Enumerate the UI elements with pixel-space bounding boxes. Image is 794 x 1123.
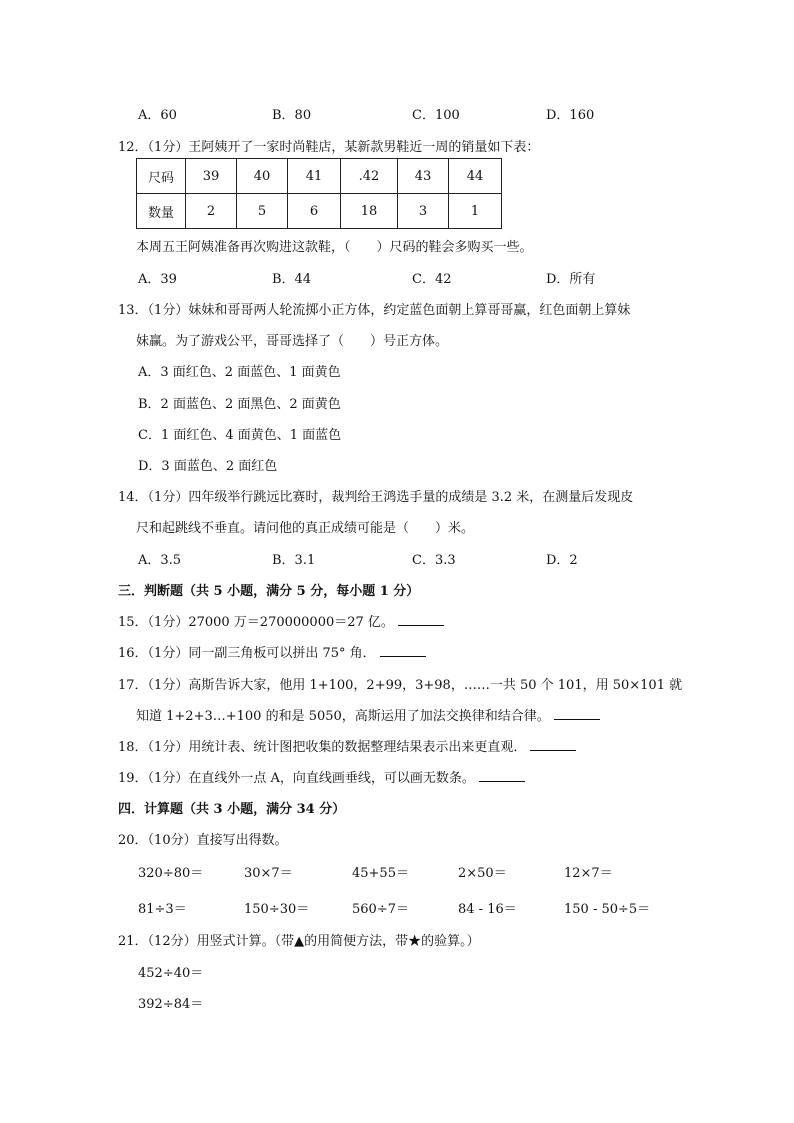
table-header-label: 尺码 [137, 159, 186, 194]
table-cell: 39 [186, 159, 237, 194]
q11-option-a[interactable]: A．60 [138, 108, 177, 123]
q11-option-c[interactable]: C．100 [412, 108, 460, 123]
table-cell: 41 [288, 159, 341, 194]
q16-text: 16．（1分）同一副三角板可以拼出 75° 角． [118, 646, 376, 661]
q14-option-a[interactable]: A．3.5 [138, 553, 182, 568]
q13-stem-line2: 妹赢。为了游戏公平，哥哥选择了（ ）号正方体。 [136, 334, 449, 349]
calc-item: 560÷7＝ [352, 902, 409, 917]
table-cell: 43 [398, 159, 449, 194]
q14-option-b[interactable]: B．3.1 [272, 553, 316, 568]
table-cell: 6 [288, 194, 341, 229]
q13-option-a[interactable]: A．3 面红色、2 面蓝色、1 面黄色 [138, 365, 341, 380]
table-cell: 40 [237, 159, 288, 194]
calc-item: 84 - 16＝ [458, 902, 517, 917]
q12-stem: 12．（1分）王阿姨开了一家时尚鞋店，某新款男鞋近一周的销量如下表： [118, 140, 540, 155]
q12-option-a[interactable]: A．39 [138, 272, 177, 287]
q13-option-d[interactable]: D．3 面蓝色、2 面红色 [138, 459, 278, 474]
q12-question: 本周五王阿姨准备再次购进这款鞋，（ ）尺码的鞋会多购买一些。 [136, 240, 533, 255]
vertical-calc-item: 392÷84＝ [138, 997, 204, 1012]
table-cell: 3 [398, 194, 449, 229]
table-cell: 2 [186, 194, 237, 229]
q13-option-c[interactable]: C．1 面红色、4 面黄色、1 面蓝色 [138, 428, 342, 443]
calc-item: 150 - 50÷5＝ [564, 902, 651, 917]
vertical-calc-item: 452÷40＝ [138, 966, 204, 981]
q12-option-c[interactable]: C．42 [412, 272, 452, 287]
q19-text: 19．（1分）在直线外一点 A，向直线画垂线，可以画无数条。 [118, 771, 475, 786]
q21-stem: 21．（12分）用竖式计算。（带▲的用简便方法，带★的验算。） [118, 934, 480, 949]
q13-stem-line1: 13．（1分）妹妹和哥哥两人轮流掷小正方体，约定蓝色面朝上算哥哥赢，红色面朝上算妹 [118, 303, 631, 318]
table-row-label: 数量 [137, 194, 186, 229]
q14-option-c[interactable]: C．3.3 [412, 553, 456, 568]
table-row [137, 194, 502, 229]
q11-option-d[interactable]: D．160 [546, 108, 595, 123]
table-cell: 1 [449, 194, 502, 229]
q20-stem: 20．（10分）直接写出得数。 [118, 833, 288, 848]
q15 [118, 611, 444, 630]
answer-blank[interactable] [554, 707, 600, 720]
calc-item: 150÷30＝ [244, 902, 310, 917]
q18 [118, 736, 576, 755]
q17-line2-text: 知道 1+2+3…+100 的和是 5050，高斯运用了加法交换律和结合律。 [136, 709, 550, 724]
answer-blank[interactable] [530, 738, 576, 751]
q19 [118, 767, 525, 786]
answer-blank[interactable] [380, 644, 426, 657]
calc-item: 45+55＝ [352, 866, 409, 881]
q11-option-b[interactable]: B．80 [272, 108, 312, 123]
q14-stem-line1: 14．（1分）四年级举行跳远比赛时，裁判给王鸿选手量的成绩是 3.2 米，在测量后发现皮 [118, 490, 634, 505]
table-row [137, 159, 502, 194]
answer-blank[interactable] [479, 769, 525, 782]
q17-line1: 17．（1分）高斯告诉大家，他用 1+100，2+99，3+98，……一共 50 个 101，用 50×101 就 [118, 678, 683, 693]
calc-item: 320÷80＝ [138, 866, 204, 881]
answer-blank[interactable] [398, 613, 444, 626]
q12-option-b[interactable]: B．44 [272, 272, 312, 287]
calc-item: 12×7＝ [564, 866, 613, 881]
q16 [118, 642, 426, 661]
q14-option-d[interactable]: D．2 [546, 553, 578, 568]
section-3-heading: 三．判断题（共 5 小题，满分 5 分，每小题 1 分） [118, 584, 420, 599]
q12-options [138, 268, 698, 288]
calc-item: 30×7＝ [244, 866, 293, 881]
table-cell: 44 [449, 159, 502, 194]
calc-item: 81÷3＝ [138, 902, 187, 917]
size-sales-table [136, 158, 502, 229]
table-cell: .42 [341, 159, 398, 194]
q11-options [138, 104, 698, 124]
q14-stem-line2: 尺和起跳线不垂直。请问他的真正成绩可能是（ ）米。 [136, 521, 475, 536]
q14-options [138, 549, 698, 569]
q12-option-d[interactable]: D．所有 [546, 272, 596, 287]
q13-option-b[interactable]: B．2 面蓝色、2 面黑色、2 面黄色 [138, 397, 341, 412]
q15-text: 15．（1分）27000 万＝270000000＝27 亿。 [118, 615, 394, 630]
table-cell: 18 [341, 194, 398, 229]
calc-item: 2×50＝ [458, 866, 507, 881]
table-cell: 5 [237, 194, 288, 229]
q17-line2 [136, 705, 600, 724]
q18-text: 18．（1分）用统计表、统计图把收集的数据整理结果表示出来更直观． [118, 740, 527, 755]
section-4-heading: 四．计算题（共 3 小题，满分 34 分） [118, 802, 346, 817]
